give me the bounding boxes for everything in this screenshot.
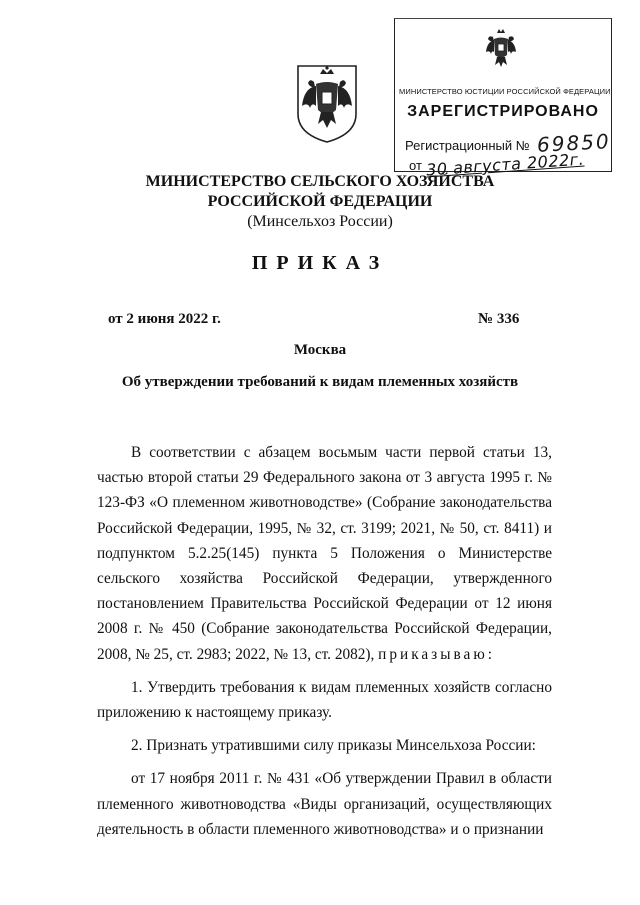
stamp-ministry-name: МИНИСТЕРСТВО ЮСТИЦИИ РОССИЙСКОЙ ФЕДЕРАЦИИ <box>399 87 611 96</box>
order-directive: приказываю: <box>378 645 495 663</box>
stamp-reg-number: 69850 <box>536 129 612 157</box>
order-body <box>97 440 552 850</box>
order-number-prefix: № <box>478 311 494 327</box>
state-emblem-icon <box>292 62 362 144</box>
order-number-value: 336 <box>496 311 520 327</box>
stamp-reg-label: Регистрационный № <box>405 138 530 153</box>
order-date-prefix: от <box>108 311 123 327</box>
paragraph-preamble <box>97 440 552 667</box>
order-date-value: 2 июня 2022 г. <box>126 311 221 327</box>
ministry-line-2: РОССИЙСКОЙ ФЕДЕРАЦИИ <box>207 193 433 210</box>
stamp-emblem-icon <box>483 27 519 71</box>
order-number <box>478 311 519 328</box>
ministry-line-1: МИНИСТЕРСТВО СЕЛЬСКОГО ХОЗЯЙСТВА <box>145 173 495 190</box>
paragraph-item-1: 1. Утвердить требования к видам племенных хозяйств согласно приложению к настоящему приказу. <box>97 678 552 722</box>
ministry-heading <box>0 172 640 232</box>
registration-stamp <box>394 18 612 180</box>
order-subject: Об утверждении требований к видам племенных хозяйств <box>121 374 519 390</box>
preamble-text: В соответствии с абзацем восьмым части первой статьи 13, частью второй статьи 29 Федерального закона от 3 августа 1995 г. № 123-ФЗ «О племенном животноводстве» (Собрание законодательства Российской Федерации, 1995, № 32, ст. 3199; 2021, № 50, ст. 8411) и подпунктом 5.2.25(145) пункта 5 Положения о Министерстве сельского хозяйства Российской Федерации, утвержденного постановлением Правительства Российской Федерации от 12 июня 2008 г. № 450 (Собрание законодательства Российской Федерации, 2008, № 25, ст. 2983; 2022, № 13, ст. 2082), <box>97 444 552 663</box>
order-title: ПРИКАЗ <box>251 252 389 274</box>
order-city: Москва <box>293 342 347 358</box>
order-date <box>108 311 221 328</box>
stamp-date-prefix: от <box>409 158 422 173</box>
stamp-date-value: 30 августа 2022г. <box>425 149 585 180</box>
stamp-registered-label: ЗАРЕГИСТРИРОВАНО <box>407 103 599 120</box>
paragraph-item-2: 2. Признать утратившими силу приказы Минсельхоза России: <box>131 737 536 755</box>
paragraph-repealed-order: от 17 ноября 2011 г. № 431 «Об утверждении Правил в области племенного животноводства «Виды организаций, осуществляющих деятельность в области племенного животноводства» и о признании <box>97 770 552 838</box>
ministry-short-name: (Минсельхоз России) <box>247 213 393 230</box>
